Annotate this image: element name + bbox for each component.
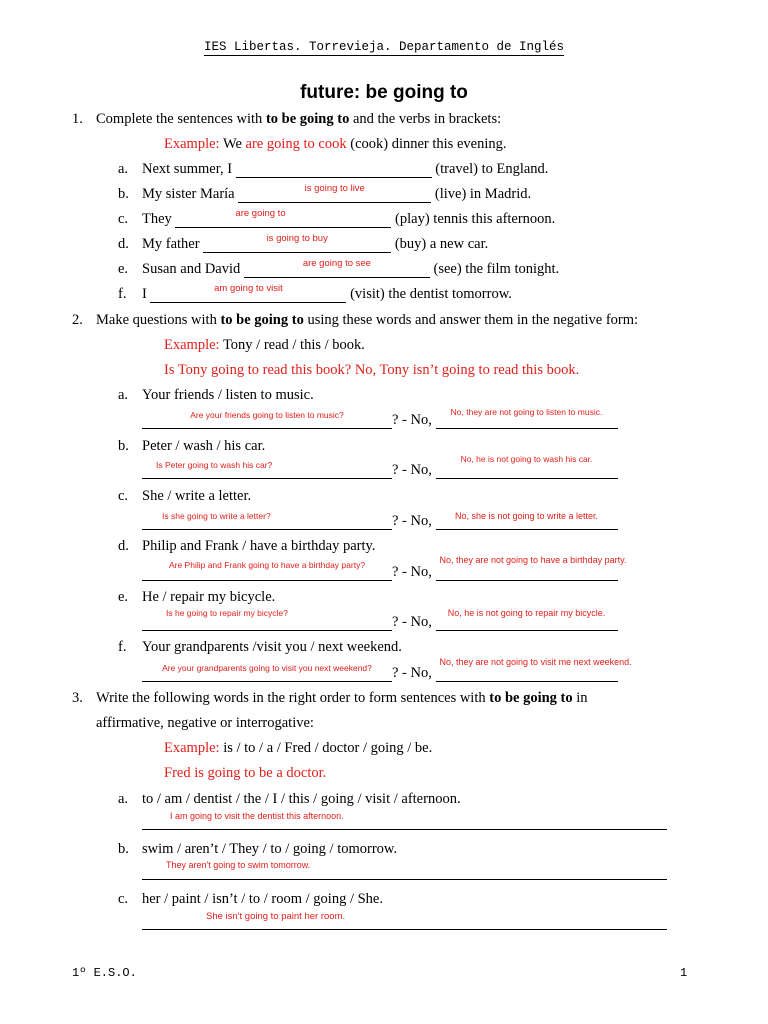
answer-blank[interactable]: am going to visit (150, 286, 346, 303)
answer-blank[interactable] (236, 161, 432, 178)
ex3-example: Example: is / to / a / Fred / doctor / going / be. (164, 740, 433, 756)
question-blank[interactable]: Are Philip and Frank going to have a birthday party? (142, 564, 392, 581)
ex1-item-d: d. My father is going to buy (buy) a new car. (118, 233, 489, 252)
ex1-example: Example: We are going to cook (cook) dinner this evening. (164, 136, 507, 152)
ex1-item-b: b. My sister María is going to live (live) in Madrid. (118, 183, 532, 202)
ex3-item-c-answer: She isn't going to paint her room. (206, 911, 346, 922)
ex3-item-c-line[interactable] (142, 929, 667, 930)
question-blank[interactable]: Is she going to write a letter? (142, 513, 392, 530)
answer-blank[interactable]: are going to see (244, 261, 430, 278)
answer-blank[interactable]: No, he is not going to wash his car. (436, 462, 618, 479)
ex1-item-e: e. Susan and David are going to see (see) the film tonight. (118, 258, 560, 277)
ex3-item-b-prompt: b. swim / aren’t / They / to / going / tomorrow. (118, 841, 398, 857)
answer-blank[interactable]: are going to (175, 211, 391, 228)
ex2-item-d-prompt: d. Philip and Frank / have a birthday party. (118, 538, 376, 554)
ex1-number: 1. (72, 111, 83, 127)
footer-course: 1º E.S.O. (72, 966, 137, 980)
ex2-item-b-prompt: b. Peter / wash / his car. (118, 438, 266, 454)
page-header: IES Libertas. Torrevieja. Departamento de Inglés (203, 40, 565, 54)
ex2-instruction: Make questions with to be going to using these words and answer them in the negative form: (96, 312, 639, 328)
ex2-item-f-prompt: f. Your grandparents /visit you / next weekend. (118, 639, 402, 655)
answer-blank[interactable]: No, he is not going to repair my bicycle. (436, 614, 618, 631)
ex2-item-d-answer: Are Philip and Frank going to have a birthday party? ? - No, No, they are not going to have a birthday party. (142, 563, 618, 581)
ex2-item-a-prompt: a. Your friends / listen to music. (118, 387, 314, 403)
ex3-item-a-answer: I am going to visit the dentist this afternoon. (170, 811, 344, 821)
ex2-item-c-answer: Is she going to write a letter? ? - No, No, she is not going to write a letter. (142, 512, 618, 530)
ex2-number: 2. (72, 312, 83, 328)
footer-page-number: 1 (680, 966, 688, 980)
ex2-example-answer: Is Tony going to read this book? No, Tony isn’t going to read this book. (164, 362, 580, 378)
ex1-item-a: a. Next summer, I (travel) to England. (118, 161, 549, 177)
ex3-item-b-answer: They aren't going to swim tomorrow. (166, 860, 311, 870)
answer-blank[interactable]: No, they are not going to listen to music. (436, 412, 618, 429)
ex1-item-f: f. I am going to visit (visit) the dentist tomorrow. (118, 283, 512, 302)
ex1-instruction: Complete the sentences with to be going to and the verbs in brackets: (96, 111, 502, 127)
ex2-item-b-answer: Is Peter going to wash his car? ? - No, No, he is not going to wash his car. (142, 461, 618, 479)
ex3-item-b-line[interactable] (142, 879, 667, 880)
ex3-number: 3. (72, 690, 83, 706)
answer-blank[interactable]: No, she is not going to write a letter. (436, 513, 618, 530)
question-blank[interactable]: Are your friends going to listen to music? (142, 412, 392, 429)
page-title: future: be going to (300, 82, 468, 103)
ex2-item-c-prompt: c. She / write a letter. (118, 488, 252, 504)
ex3-item-a-line[interactable] (142, 829, 667, 830)
answer-blank[interactable]: No, they are not going to visit me next weekend. (436, 665, 618, 682)
ex2-item-a-answer: Are your friends going to listen to music? ? - No, No, they are not going to listen to music. (142, 411, 618, 429)
answer-blank[interactable]: is going to live (238, 186, 431, 203)
ex3-instruction-line2: affirmative, negative or interrogative: (96, 715, 314, 731)
question-blank[interactable]: Are your grandparents going to visit you next weekend? (142, 665, 392, 682)
answer-blank[interactable]: is going to buy (203, 236, 391, 253)
ex2-example: Example: Tony / read / this / book. (164, 337, 365, 353)
ex3-example-answer: Fred is going to be a doctor. (164, 765, 327, 781)
question-blank[interactable]: Is Peter going to wash his car? (142, 462, 392, 479)
answer-blank[interactable]: No, they are not going to have a birthday party. (436, 564, 618, 581)
ex2-item-e-prompt: e. He / repair my bicycle. (118, 589, 276, 605)
ex2-item-f-answer: Are your grandparents going to visit you next weekend? ? - No, No, they are not going to visit me next weekend. (142, 664, 618, 682)
ex3-item-c-prompt: c. her / paint / isn’t / to / room / going / She. (118, 891, 383, 907)
ex3-instruction: Write the following words in the right order to form sentences with to be going to in (96, 690, 588, 706)
question-blank[interactable]: Is he going to repair my bicycle? (142, 614, 392, 631)
ex2-item-e-answer: Is he going to repair my bicycle? ? - No, No, he is not going to repair my bicycle. (142, 613, 618, 631)
ex1-item-c: c. They are going to (play) tennis this afternoon. (118, 208, 556, 227)
ex3-item-a-prompt: a. to / am / dentist / the / I / this / going / visit / afternoon. (118, 791, 461, 807)
